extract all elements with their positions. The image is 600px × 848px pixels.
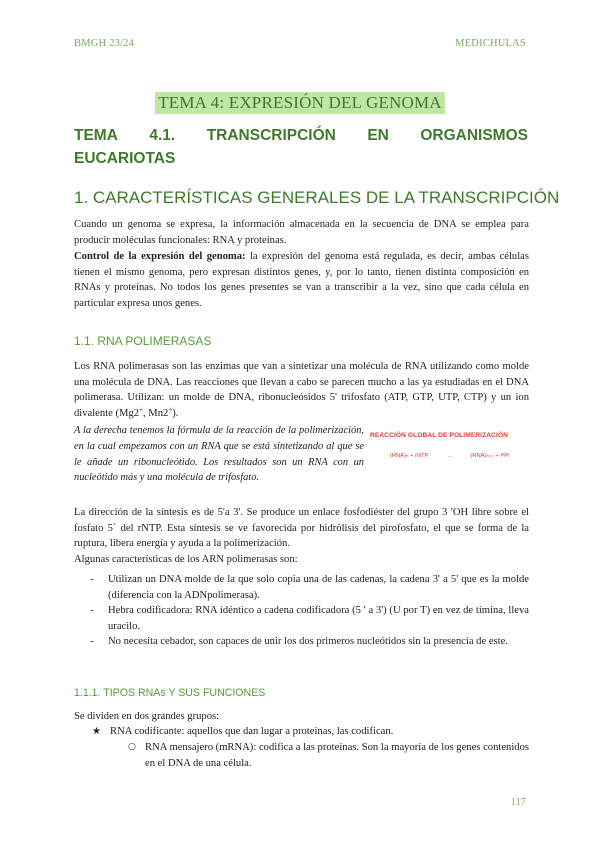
list-item: [74, 603, 529, 634]
star-list-item: [92, 724, 393, 740]
list-item: [74, 634, 529, 650]
star-item-text: RNA codificante: aquellos que dan lugar a proteínas, las codifican.: [110, 726, 394, 737]
subtitle-word: ORGANISMOS: [420, 127, 528, 144]
section-heading-1: 1. CARACTERÍSTICAS GENERALES DE LA TRANSCRIPCIÓN: [74, 188, 560, 207]
header-course: BMGH 23/24: [74, 38, 135, 49]
paragraph-direction: [74, 505, 529, 567]
dash-bullet: -: [90, 636, 94, 648]
dash-bullet: -: [90, 574, 94, 585]
circle-bullet-icon: ○: [128, 742, 136, 752]
formula-reactants: (RNA)ₙ + rNTP: [390, 453, 429, 459]
polymerase-text: , Mn2: [142, 407, 169, 419]
charge-sup: +: [168, 405, 173, 414]
list-item-text: No necesita cebador, son capaces de unir los dos primeros nucleótidos sin la presencia de este.: [108, 636, 508, 648]
formula-arrow: →: [446, 453, 453, 459]
list-item-text: Utilizan un DNA molde de la que solo copia una de las cadenas, la cadena 3' a 5' que es la molde (diferencia con la ADNpolimerasa).: [108, 574, 529, 601]
subtitle: [74, 124, 528, 170]
charge-sup: +: [139, 405, 143, 414]
formula-equation: [370, 453, 530, 459]
subtitle-word: TRANSCRIPCIÓN: [206, 127, 336, 144]
paragraph-control: [74, 249, 529, 311]
subtitle-word: 4.1.: [149, 127, 176, 144]
circle-list-item: [128, 740, 529, 771]
subtitle-word: EN: [367, 127, 389, 144]
page-number: 117: [510, 797, 526, 808]
main-title: TEMA 4: EXPRESIÓN DEL GENOMA: [155, 92, 445, 114]
characteristics-list: [74, 572, 529, 650]
control-text: la expresión del genoma está regulada, es decir, ambas células tienen el mismo genoma, pero expresan distintos genes, y, por lo tanto, tienen distinta composición en RNAs y proteínas. No todos los genes presentes se van a transcribir a la vez, sino que cada célula en particular expresa unos genes.: [74, 251, 529, 309]
formula-title: REACCIÓN GLOBAL DE POLIMERIZACIÓN: [370, 432, 508, 439]
header-brand: MEDICHULAS: [455, 38, 526, 49]
paragraph-intro: Cuando un genoma se expresa, la información almacenada en la secuencia de DNA se emplea para producir moléculas funcionales: RNA y proteínas.: [74, 219, 529, 246]
direction-text: La dirección de la síntesis es de 5'a 3'. Se produce un enlace fosfodiéster del grupo 3 'OH libre sobre el fosfato 5´ del rNTP. Esta síntesis se ve favorecida por hidrólisis del pirofosfato, el que se forma de la ruptura, libera energía y ayuda a la polimerización.: [74, 507, 529, 550]
control-label: Control de la expresión del genoma:: [74, 251, 246, 262]
list-item: [74, 572, 529, 603]
polymerization-formula: [370, 432, 530, 459]
paragraph-groups: Se dividen en dos grandes grupos:: [74, 711, 220, 722]
main-title-wrap: [0, 92, 600, 114]
star-icon: ★: [92, 726, 101, 737]
polymerase-text: Los RNA polimerasas son las enzimas que van a sintetizar una molécula de RNA utilizando como molde una molécula de DNA. Las reacciones que llevan a cabo se parecen mucho a las ya estudiadas en el DNA polimerasa. Utilizan: un molde de DNA, ribonucleósidos 5' trifosfato (ATP, GTP, UTP, CTP) y un ion divalente (Mg2: [74, 361, 529, 419]
formula-description: A la derecha tenemos la fórmula de la reacción de la polimerización, en la cual empezamos con un RNA que se está sintetizando al que se le añade un ribonucleótido. Los resultados son un RNA con un nucleótido más y una molécula de trifosfato.: [74, 425, 364, 484]
characteristics-intro: Algunas características de los ARN polimerasas son:: [74, 553, 298, 565]
dash-bullet: -: [90, 605, 94, 617]
section-heading-1-1-1: 1.1.1. TIPOS RNAs Y SUS FUNCIONES: [74, 687, 266, 699]
section-heading-1-1: 1.1. RNA POLIMERASAS: [74, 334, 212, 348]
list-item-text: Hebra codificadora: RNA idéntico a cadena codificadora (5 ' a 3') (U por T) en vez de timina, lleva uracilo.: [108, 605, 529, 632]
formula-products: (RNA)ₙ₊₁ + PPi: [470, 453, 510, 459]
polymerase-text: ).: [172, 407, 179, 419]
subtitle-word: TEMA: [74, 127, 118, 144]
paragraph-polymerases: [74, 359, 529, 421]
subtitle-line2: EUCARIOTAS: [74, 150, 176, 167]
subtitle-line1: [74, 124, 528, 147]
circle-item-text: RNA mensajero (mRNA): codifica a las proteínas. Son la mayoría de los genes contenidos en el DNA de una célula.: [145, 742, 529, 769]
